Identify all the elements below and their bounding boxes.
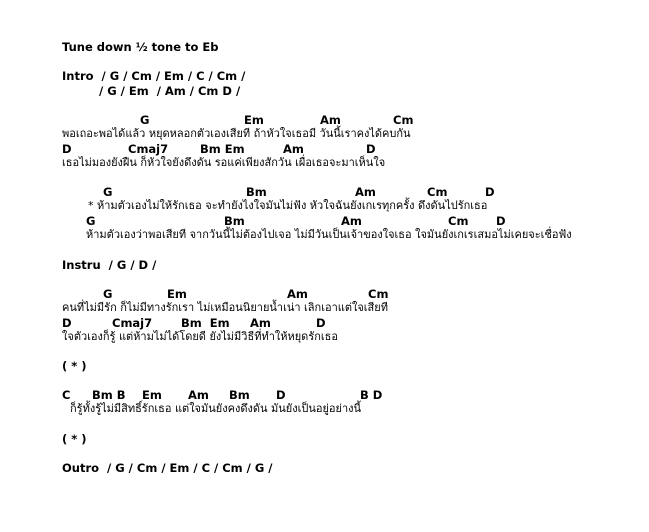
chord: D — [276, 388, 286, 402]
chord: D — [485, 185, 495, 199]
chord: Bm Em — [181, 316, 230, 330]
verse2-chord-line-2 — [0, 316, 649, 330]
chord: Bm B — [92, 388, 126, 402]
chord: Bm — [224, 214, 245, 228]
chord: Cm — [368, 287, 389, 301]
chorus-lyric-line-1: * ห้ามตัวเองไม่ให้รักเธอ จะทำยังไงใจมันไม่ฟัง หัวใจฉันยังเกเรทุกครั้ง ดึงดันไปรักเธอ — [88, 199, 488, 212]
chord: Am — [188, 388, 209, 402]
verse1-chord-line-1 — [0, 113, 649, 127]
verse2-lyric-line-2: ใจตัวเองก็รู้ แต่ห้ามไม่ได้โดยดี ยังไม่มีวิธีที่ทำให้หยุดรักเธอ — [62, 330, 338, 343]
verse1-lyric-line-2: เธอไม่มองยังฝืน ก็หัวใจยังดึงดัน รอแค่เพียงสักวัน เผื่อเธอจะมาเห็นใจ — [62, 156, 386, 169]
bridge-chord-line — [0, 388, 649, 402]
repeat-marker-2: ( * ) — [62, 432, 87, 446]
chord: D — [62, 316, 72, 330]
chord: Cm — [427, 185, 448, 199]
outro-line: Outro / G / Cm / Em / C / Cm / G / — [62, 461, 273, 475]
chord: D — [62, 142, 72, 156]
verse2-lyric-line-1: คนที่ไม่มีรัก ก็ไม่มีทางรักเรา ไม่เหมือนนิยายน้ำเน่า เลิกเอาแต่ใจเสียที — [62, 301, 388, 314]
chord: Em — [244, 113, 264, 127]
chorus-chord-line-1 — [0, 185, 649, 199]
instru-line: Instru / G / D / — [62, 258, 157, 272]
chord: Am — [287, 287, 308, 301]
chorus-chord-line-2 — [0, 214, 649, 228]
bridge-lyric-line: ก็รู้ทั้งรู้ไม่มีสิทธิ์รักเธอ แต่ใจมันยังคงดึงดัน มันยังเป็นอยู่อย่างนี้ — [70, 402, 362, 415]
chorus-lyric-line-2: ห้ามตัวเองว่าพอเสียที จากวันนี้ไม่ต้องไปเจอ ไม่มีวันเป็นเจ้าของใจเธอ ใจมันยังเกเรเสมอไม่เคยจะเชื่อฟัง — [86, 228, 572, 241]
chord: Am — [320, 113, 341, 127]
chord: Cm — [448, 214, 469, 228]
chord: G — [103, 287, 113, 301]
chord: Bm Em — [200, 142, 245, 156]
chord: Cmaj7 — [112, 316, 153, 330]
chord: B D — [360, 388, 383, 402]
intro-line-2: / G / Em / Am / Cm D / — [99, 84, 241, 98]
chord: C — [62, 388, 71, 402]
chord: G — [140, 113, 150, 127]
chord: Am — [250, 316, 271, 330]
verse2-chord-line-1 — [0, 287, 649, 301]
chord: Cm — [393, 113, 414, 127]
chord: Em — [142, 388, 162, 402]
chord: D — [496, 214, 506, 228]
chord: G — [103, 185, 113, 199]
chord: Cmaj7 — [128, 142, 169, 156]
chord: Bm — [246, 185, 267, 199]
repeat-marker-1: ( * ) — [62, 359, 87, 373]
chord: D — [316, 316, 326, 330]
verse1-lyric-line-1: พอเถอะพอได้แล้ว หยุดหลอกตัวเองเสียที ถ้าหัวใจเธอมี วันนี้เราคงได้คบกัน — [62, 127, 411, 140]
chord: Em — [167, 287, 187, 301]
chord: G — [86, 214, 96, 228]
chord: Bm — [229, 388, 250, 402]
chord: Am — [283, 142, 304, 156]
tuning-note: Tune down ½ tone to Eb — [62, 40, 219, 54]
chord: Am — [341, 214, 362, 228]
verse1-chord-line-2 — [0, 142, 649, 156]
chord: D — [366, 142, 376, 156]
chord: Am — [355, 185, 376, 199]
intro-line-1: Intro / G / Cm / Em / C / Cm / — [62, 69, 246, 83]
